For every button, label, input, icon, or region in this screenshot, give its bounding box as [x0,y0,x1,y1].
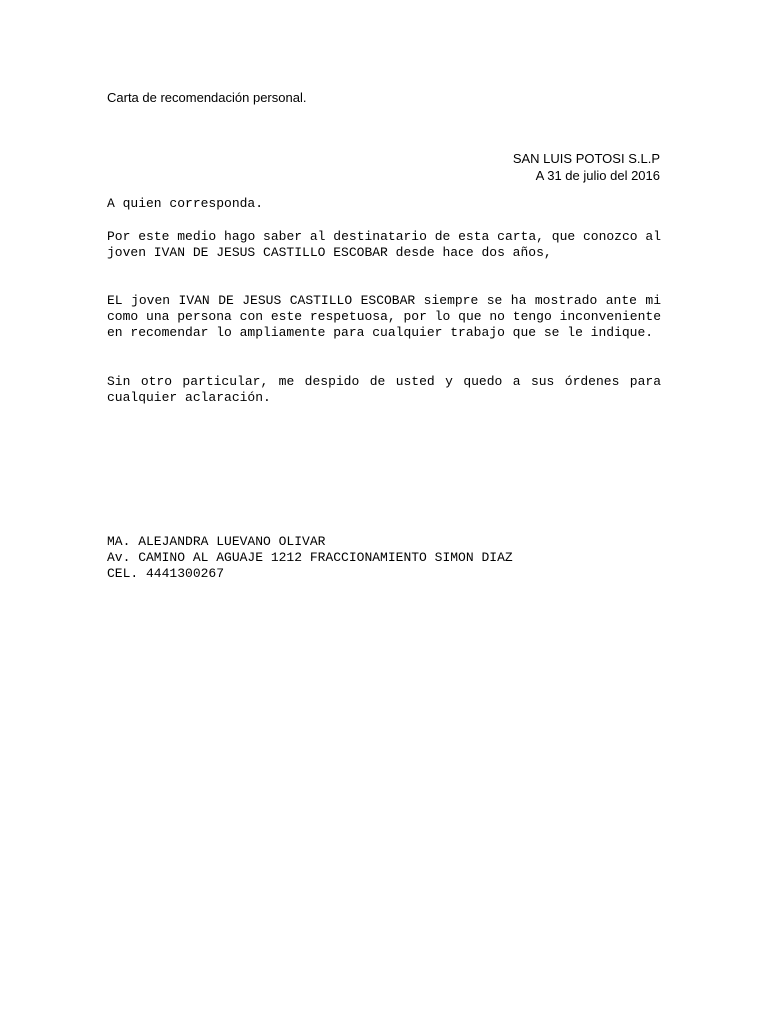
letter-paragraph-intro: Por este medio hago saber al destinatario de esta carta, que conozco al joven IVAN DE JESUS CASTILLO ESCOBAR desde hace dos años, [107,229,661,260]
signature-block [107,534,513,582]
letter-title: Carta de recomendación personal. [107,90,307,105]
signer-name: MA. ALEJANDRA LUEVANO OLIVAR [107,534,326,549]
place-date-block [513,150,660,184]
letter-greeting: A quien corresponda. [107,196,264,211]
letter-place: SAN LUIS POTOSI S.L.P [512,151,660,166]
signer-phone: CEL. 4441300267 [107,566,225,581]
letter-paragraph-recommendation: EL joven IVAN DE JESUS CASTILLO ESCOBAR siempre se ha mostrado ante mi como una persona con este respetuosa, por lo que no tengo inconveniente en recomendar lo ampliamente para cualquier trabajo que se le indique. [107,293,661,340]
signer-address: Av. CAMINO AL AGUAJE 1212 FRACCIONAMIENTO SIMON DIAZ [107,550,513,565]
letter-date: A 31 de julio del 2016 [535,168,660,183]
letter-paragraph-closing: Sin otro particular, me despido de usted y quedo a sus órdenes para cualquier aclaración. [107,374,661,405]
